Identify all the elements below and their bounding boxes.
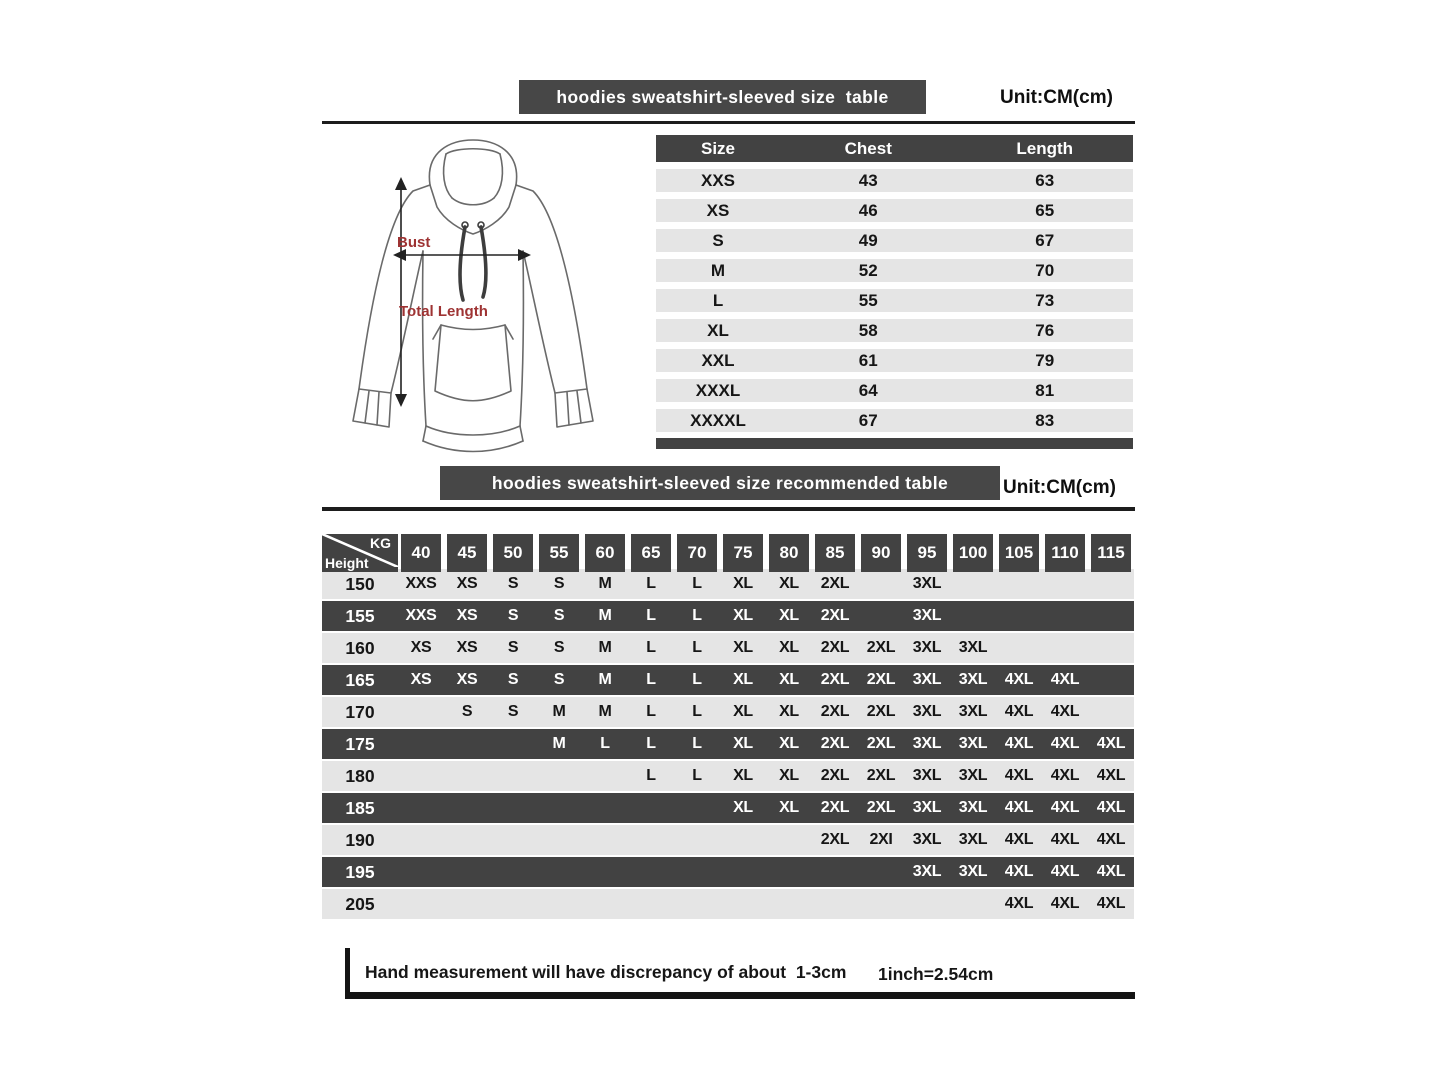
size-cell bbox=[490, 729, 536, 759]
size-cell bbox=[1042, 569, 1088, 599]
size-cell: S bbox=[553, 575, 565, 592]
size-table-cell: 43 bbox=[858, 170, 878, 190]
size-cell: 2XL bbox=[820, 703, 850, 720]
size-cell bbox=[444, 889, 490, 919]
size-cell bbox=[582, 857, 628, 887]
size-cell bbox=[766, 889, 812, 919]
recommended-table bbox=[322, 534, 1134, 919]
weight-header-cell: 115 bbox=[1091, 534, 1131, 572]
recommended-table-row bbox=[322, 889, 1134, 919]
size-cell: L bbox=[646, 671, 656, 688]
size-cell: 3XL bbox=[958, 767, 988, 784]
size-cell bbox=[858, 857, 904, 887]
size-table-cell: 46 bbox=[858, 200, 878, 220]
unit-label-2: Unit:CM(cm) bbox=[1003, 477, 1116, 498]
weight-header-cell: 85 bbox=[815, 534, 855, 572]
size-table-row bbox=[656, 169, 1133, 192]
size-cell: M bbox=[552, 703, 566, 720]
weight-header-cell: 60 bbox=[585, 534, 625, 572]
size-cell bbox=[766, 857, 812, 887]
size-cell: 2XL bbox=[866, 799, 896, 816]
size-table-cell: 83 bbox=[1035, 410, 1055, 430]
size-cell bbox=[398, 889, 444, 919]
size-cell: 2XL bbox=[820, 767, 850, 784]
size-cell: 4XL bbox=[1050, 767, 1080, 784]
size-table-cell: 65 bbox=[1035, 200, 1055, 220]
size-cell: 3XL bbox=[912, 639, 942, 656]
size-cell: 3XL bbox=[958, 703, 988, 720]
size-table-header-cell: Size bbox=[700, 138, 736, 158]
size-table-cell: XS bbox=[706, 200, 730, 220]
size-cell bbox=[1088, 601, 1134, 631]
size-cell bbox=[674, 825, 720, 855]
weight-header-cell: 105 bbox=[999, 534, 1039, 572]
size-cell: 4XL bbox=[1004, 671, 1034, 688]
size-cell: M bbox=[598, 575, 612, 592]
size-table bbox=[656, 135, 1133, 449]
size-cell bbox=[720, 825, 766, 855]
size-table-cell: 52 bbox=[858, 260, 878, 280]
size-cell: S bbox=[553, 639, 565, 656]
size-cell bbox=[582, 793, 628, 823]
size-cell: XL bbox=[733, 671, 753, 688]
size-cell: 4XL bbox=[1004, 767, 1034, 784]
size-table-cell: 61 bbox=[858, 350, 878, 370]
height-label-cell: 160 bbox=[345, 637, 375, 658]
size-cell bbox=[536, 825, 582, 855]
recommended-table-row bbox=[322, 665, 1134, 695]
size-table-cell: 55 bbox=[858, 290, 878, 310]
size-table-cell: XXS bbox=[700, 170, 736, 190]
size-cell: 2XL bbox=[866, 703, 896, 720]
corner-height-label: Height bbox=[325, 555, 369, 571]
size-cell: XXS bbox=[405, 607, 437, 624]
size-cell: 4XL bbox=[1096, 831, 1126, 848]
size-cell: XL bbox=[779, 671, 799, 688]
weight-header-cell: 90 bbox=[861, 534, 901, 572]
size-table-cell: 67 bbox=[1035, 230, 1055, 250]
size-table-cell: 64 bbox=[858, 380, 878, 400]
size-cell: 3XL bbox=[912, 767, 942, 784]
size-cell: 3XL bbox=[912, 831, 942, 848]
size-cell bbox=[950, 601, 996, 631]
size-cell bbox=[490, 889, 536, 919]
hoodie-diagram bbox=[333, 133, 613, 463]
size-cell: 3XL bbox=[958, 639, 988, 656]
size-cell bbox=[1088, 697, 1134, 727]
height-label-cell: 190 bbox=[345, 829, 375, 850]
recommended-table-row bbox=[322, 697, 1134, 727]
size-cell: 3XL bbox=[958, 831, 988, 848]
size-table-cell: 79 bbox=[1035, 350, 1055, 370]
size-cell bbox=[490, 825, 536, 855]
size-cell bbox=[398, 761, 444, 791]
size-cell: XL bbox=[779, 575, 799, 592]
size-table-row bbox=[656, 319, 1133, 342]
height-label-cell: 185 bbox=[345, 797, 375, 818]
size-cell: S bbox=[461, 703, 473, 720]
size-table-cell: 49 bbox=[858, 230, 878, 250]
size-cell bbox=[628, 857, 674, 887]
height-label-cell: 165 bbox=[345, 669, 375, 690]
size-cell bbox=[444, 857, 490, 887]
size-cell: 2XL bbox=[820, 575, 850, 592]
size-table-cell: 81 bbox=[1035, 380, 1055, 400]
recommended-table-title: hoodies sweatshirt-sleeved size recommended table bbox=[440, 466, 1000, 500]
size-cell: 4XL bbox=[1096, 799, 1126, 816]
kg-height-corner-cell bbox=[322, 534, 398, 572]
size-cell: XL bbox=[779, 639, 799, 656]
size-table-cell: S bbox=[712, 230, 724, 250]
size-cell bbox=[398, 697, 444, 727]
size-cell: M bbox=[598, 607, 612, 624]
size-table-row bbox=[656, 289, 1133, 312]
size-cell bbox=[490, 857, 536, 887]
size-table-header-cell: Length bbox=[1016, 138, 1074, 158]
size-cell: L bbox=[646, 607, 656, 624]
height-label-cell: 170 bbox=[345, 701, 375, 722]
size-table-row bbox=[656, 199, 1133, 222]
weight-header-row bbox=[322, 534, 1134, 571]
size-table-cell: 58 bbox=[858, 320, 878, 340]
size-cell bbox=[628, 793, 674, 823]
size-cell bbox=[536, 889, 582, 919]
size-cell: L bbox=[692, 703, 702, 720]
size-cell: 2XL bbox=[820, 671, 850, 688]
size-cell: 2XL bbox=[866, 735, 896, 752]
size-cell bbox=[766, 825, 812, 855]
size-cell: 3XL bbox=[958, 735, 988, 752]
size-cell bbox=[582, 761, 628, 791]
total-length-label: Total Length bbox=[399, 303, 488, 320]
size-cell bbox=[996, 569, 1042, 599]
size-cell: L bbox=[646, 735, 656, 752]
size-cell bbox=[1042, 633, 1088, 663]
size-table-cell: 76 bbox=[1035, 320, 1055, 340]
size-cell: S bbox=[553, 671, 565, 688]
size-table-header bbox=[656, 135, 1133, 162]
size-cell: XS bbox=[456, 671, 478, 688]
size-cell: XS bbox=[456, 575, 478, 592]
size-cell: XXS bbox=[405, 575, 437, 592]
size-cell: S bbox=[507, 703, 519, 720]
size-cell bbox=[536, 793, 582, 823]
size-cell: XS bbox=[410, 671, 432, 688]
size-cell: M bbox=[598, 703, 612, 720]
size-cell bbox=[674, 793, 720, 823]
inch-conversion-note: 1inch=2.54cm bbox=[878, 964, 994, 984]
size-cell: 2XL bbox=[866, 767, 896, 784]
size-cell: S bbox=[507, 639, 519, 656]
divider-line-middle bbox=[322, 507, 1135, 511]
size-cell: L bbox=[692, 767, 702, 784]
bust-label: Bust bbox=[397, 234, 431, 251]
size-cell bbox=[490, 761, 536, 791]
size-cell: 4XL bbox=[1004, 799, 1034, 816]
weight-header-cell: 110 bbox=[1045, 534, 1085, 572]
size-cell: 2XL bbox=[820, 639, 850, 656]
size-cell: 3XL bbox=[912, 799, 942, 816]
size-cell bbox=[1088, 569, 1134, 599]
size-cell: 4XL bbox=[1050, 703, 1080, 720]
size-cell bbox=[444, 825, 490, 855]
size-cell bbox=[858, 601, 904, 631]
weight-header-cell: 75 bbox=[723, 534, 763, 572]
weight-header-cell: 95 bbox=[907, 534, 947, 572]
size-cell: XL bbox=[733, 607, 753, 624]
size-cell: 4XL bbox=[1050, 831, 1080, 848]
size-table-header-cell: Chest bbox=[844, 138, 892, 158]
size-cell: 3XL bbox=[912, 575, 942, 592]
size-cell: 3XL bbox=[958, 863, 988, 880]
size-cell bbox=[812, 889, 858, 919]
size-cell: 4XL bbox=[1096, 735, 1126, 752]
weight-header-cell: 40 bbox=[401, 534, 441, 572]
size-cell bbox=[996, 633, 1042, 663]
size-cell: L bbox=[600, 735, 610, 752]
size-table-title: hoodies sweatshirt-sleeved size table bbox=[519, 80, 926, 114]
size-cell: XL bbox=[779, 735, 799, 752]
size-cell: 4XL bbox=[1050, 799, 1080, 816]
size-cell bbox=[536, 857, 582, 887]
size-cell: 4XL bbox=[1004, 831, 1034, 848]
size-cell bbox=[950, 569, 996, 599]
size-table-body bbox=[656, 169, 1133, 432]
size-table-row bbox=[656, 259, 1133, 282]
size-table-cell: XL bbox=[707, 320, 729, 340]
size-cell: XL bbox=[733, 735, 753, 752]
size-cell bbox=[674, 857, 720, 887]
size-cell: M bbox=[598, 639, 612, 656]
size-cell: XS bbox=[456, 639, 478, 656]
size-cell: 3XL bbox=[912, 863, 942, 880]
size-cell: 4XL bbox=[1004, 703, 1034, 720]
height-label-cell: 180 bbox=[345, 765, 375, 786]
size-cell: 4XL bbox=[1050, 863, 1080, 880]
size-cell bbox=[536, 761, 582, 791]
recommended-table-row bbox=[322, 761, 1134, 791]
size-cell: 4XL bbox=[1050, 895, 1080, 912]
size-table-row bbox=[656, 229, 1133, 252]
size-table-footer-bar bbox=[656, 438, 1133, 449]
size-table-cell: 63 bbox=[1035, 170, 1055, 190]
recommended-table-row bbox=[322, 825, 1134, 855]
size-cell bbox=[398, 793, 444, 823]
height-label-cell: 175 bbox=[345, 733, 375, 754]
size-cell: 4XL bbox=[1050, 671, 1080, 688]
size-cell: S bbox=[553, 607, 565, 624]
size-cell bbox=[444, 761, 490, 791]
size-cell: XL bbox=[733, 703, 753, 720]
unit-label-1: Unit:CM(cm) bbox=[1000, 87, 1113, 108]
size-cell: 3XL bbox=[912, 671, 942, 688]
size-cell bbox=[720, 857, 766, 887]
recommended-table-row bbox=[322, 601, 1134, 631]
size-cell: M bbox=[552, 735, 566, 752]
size-table-row bbox=[656, 379, 1133, 402]
size-cell bbox=[398, 857, 444, 887]
size-cell bbox=[674, 889, 720, 919]
size-table-cell: L bbox=[712, 290, 724, 310]
size-cell: XL bbox=[779, 607, 799, 624]
size-cell: 2XI bbox=[869, 831, 893, 848]
recommended-table-row bbox=[322, 569, 1134, 599]
size-cell: 2XL bbox=[820, 607, 850, 624]
size-cell bbox=[950, 889, 996, 919]
size-table-cell: XXL bbox=[701, 350, 735, 370]
weight-header-cell: 80 bbox=[769, 534, 809, 572]
recommended-table-row bbox=[322, 633, 1134, 663]
size-cell bbox=[812, 857, 858, 887]
size-cell bbox=[582, 889, 628, 919]
size-table-cell: 73 bbox=[1035, 290, 1055, 310]
weight-header-cell: 45 bbox=[447, 534, 487, 572]
size-cell: S bbox=[507, 671, 519, 688]
size-cell bbox=[1042, 601, 1088, 631]
size-cell bbox=[628, 889, 674, 919]
size-cell: 3XL bbox=[958, 671, 988, 688]
size-cell: 2XL bbox=[820, 735, 850, 752]
size-cell: XL bbox=[733, 767, 753, 784]
divider-line-top bbox=[322, 121, 1135, 124]
size-cell: 3XL bbox=[912, 703, 942, 720]
size-cell bbox=[398, 729, 444, 759]
size-cell: L bbox=[646, 575, 656, 592]
size-cell: L bbox=[646, 767, 656, 784]
corner-kg-label: KG bbox=[370, 535, 391, 551]
size-cell bbox=[398, 825, 444, 855]
size-table-cell: XXXXL bbox=[690, 410, 746, 430]
weight-header-cell: 65 bbox=[631, 534, 671, 572]
size-cell: L bbox=[692, 671, 702, 688]
size-cell bbox=[904, 889, 950, 919]
size-cell: 2XL bbox=[866, 639, 896, 656]
size-cell: S bbox=[507, 607, 519, 624]
size-cell bbox=[858, 569, 904, 599]
weight-header-cell: 50 bbox=[493, 534, 533, 572]
height-label-cell: 205 bbox=[345, 893, 375, 914]
size-cell: XL bbox=[779, 767, 799, 784]
size-cell: 4XL bbox=[1050, 735, 1080, 752]
size-table-row bbox=[656, 409, 1133, 432]
size-table-cell: XXXL bbox=[695, 380, 741, 400]
size-cell: L bbox=[692, 607, 702, 624]
size-cell: 2XL bbox=[820, 831, 850, 848]
size-cell bbox=[858, 889, 904, 919]
size-table-cell: 70 bbox=[1035, 260, 1055, 280]
size-cell: 3XL bbox=[912, 735, 942, 752]
size-cell: XL bbox=[779, 799, 799, 816]
size-cell bbox=[490, 793, 536, 823]
size-cell: 4XL bbox=[1004, 895, 1034, 912]
size-cell: XL bbox=[733, 799, 753, 816]
size-cell: 3XL bbox=[912, 607, 942, 624]
size-cell: L bbox=[646, 639, 656, 656]
weight-header-cell: 55 bbox=[539, 534, 579, 572]
height-label-cell: 195 bbox=[345, 861, 375, 882]
weight-header-cell: 70 bbox=[677, 534, 717, 572]
footer-bottom-bar bbox=[345, 992, 1135, 999]
size-cell bbox=[444, 729, 490, 759]
size-cell bbox=[1088, 633, 1134, 663]
size-cell: L bbox=[646, 703, 656, 720]
size-cell: 4XL bbox=[1096, 863, 1126, 880]
size-cell: XS bbox=[410, 639, 432, 656]
size-cell: 4XL bbox=[1004, 735, 1034, 752]
size-cell bbox=[444, 793, 490, 823]
size-cell: 4XL bbox=[1096, 895, 1126, 912]
height-label-cell: 150 bbox=[345, 573, 375, 594]
size-cell: XL bbox=[733, 575, 753, 592]
recommended-table-row bbox=[322, 857, 1134, 887]
size-cell: XS bbox=[456, 607, 478, 624]
recommended-table-row bbox=[322, 729, 1134, 759]
size-cell bbox=[582, 825, 628, 855]
size-cell bbox=[1088, 665, 1134, 695]
size-table-cell: 67 bbox=[858, 410, 878, 430]
size-cell bbox=[996, 601, 1042, 631]
size-cell bbox=[628, 825, 674, 855]
size-cell: M bbox=[598, 671, 612, 688]
size-cell: L bbox=[692, 639, 702, 656]
size-cell: 2XL bbox=[866, 671, 896, 688]
recommended-table-row bbox=[322, 793, 1134, 823]
size-cell: 4XL bbox=[1096, 767, 1126, 784]
size-cell: 2XL bbox=[820, 799, 850, 816]
weight-header-cell: 100 bbox=[953, 534, 993, 572]
size-cell: XL bbox=[733, 639, 753, 656]
size-cell: L bbox=[692, 575, 702, 592]
recommended-table-body bbox=[322, 569, 1134, 919]
size-cell: L bbox=[692, 735, 702, 752]
size-cell: 4XL bbox=[1004, 863, 1034, 880]
size-table-row bbox=[656, 349, 1133, 372]
size-cell: S bbox=[507, 575, 519, 592]
size-cell: XL bbox=[779, 703, 799, 720]
size-cell bbox=[720, 889, 766, 919]
size-table-cell: M bbox=[710, 260, 726, 280]
height-label-cell: 155 bbox=[345, 605, 375, 626]
measurement-note: Hand measurement will have discrepancy of about 1-3cm bbox=[365, 962, 847, 982]
size-cell: 3XL bbox=[958, 799, 988, 816]
